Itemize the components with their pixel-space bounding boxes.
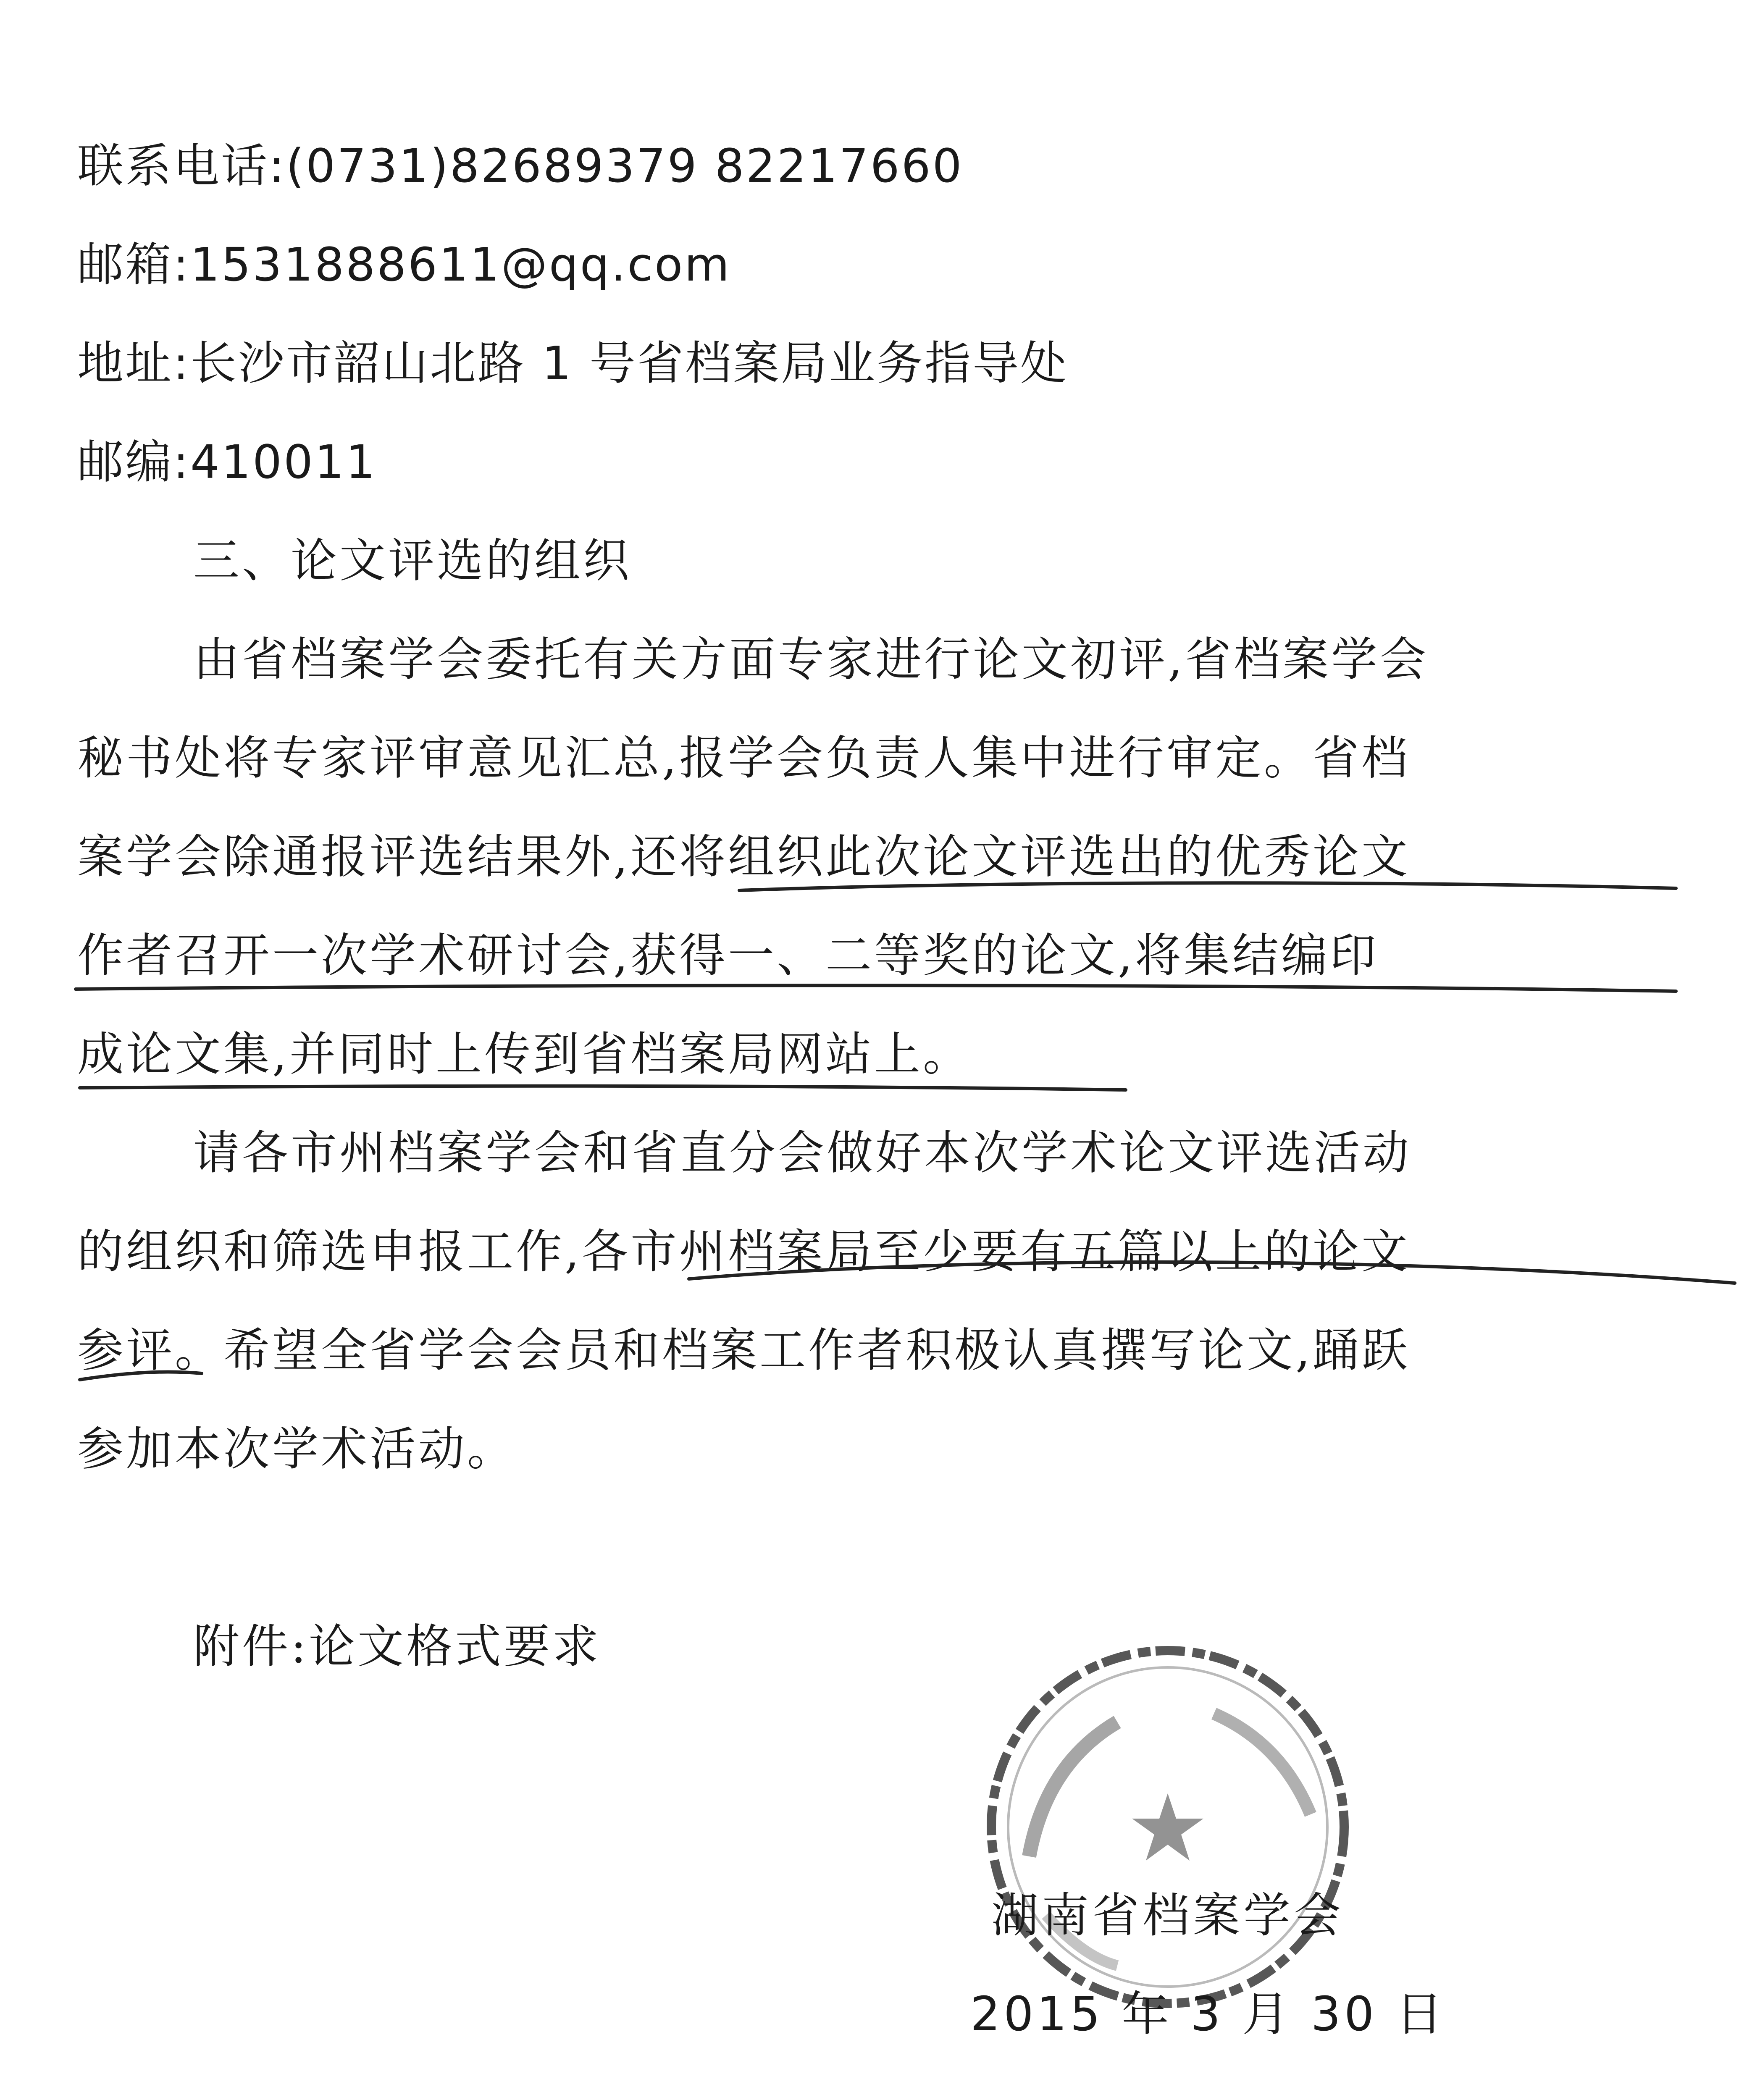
paragraph-line: 秘书处将专家评审意见汇总,报学会负责人集中进行审定。省档 (77, 731, 1410, 785)
contact-email: 邮箱:1531888611@qq.com (77, 238, 731, 291)
official-seal (979, 1638, 1357, 2016)
attachment-line: 附件:论文格式要求 (193, 1620, 602, 1673)
paragraph-line: 作者召开一次学术研讨会,获得一、二等奖的论文,将集结编印 (77, 929, 1379, 982)
paragraph-line: 请各市州档案学会和省直分会做好本次学术论文评选活动 (193, 1126, 1411, 1180)
signature-date: 2015 年 3 月 30 日 (970, 1987, 1446, 2042)
paragraph-line: 案学会除通报评选结果外,还将组织此次论文评选出的优秀论文 (77, 830, 1410, 884)
section-heading: 三、论文评选的组织 (193, 534, 632, 588)
paragraph-line: 的组织和筛选申报工作,各市州档案局至少要有五篇以上的论文 (77, 1225, 1410, 1278)
paragraph-line: 由省档案学会委托有关方面专家进行论文初评,省档案学会 (193, 633, 1429, 686)
contact-address: 地址:长沙市韶山北路 1 号省档案局业务指导处 (77, 336, 1068, 390)
contact-phone: 联系电话:(0731)82689379 82217660 (77, 139, 964, 193)
paragraph-line: 参评。希望全省学会会员和档案工作者积极认真撰写论文,踊跃 (77, 1323, 1410, 1377)
paragraph-line: 参加本次学术活动。 (77, 1422, 516, 1476)
paragraph-line: 成论文集,并同时上传到省档案局网站上。 (77, 1027, 972, 1081)
contact-postcode: 邮编:410011 (77, 435, 377, 489)
signature-org: 湖南省档案学会 (991, 1888, 1344, 1943)
